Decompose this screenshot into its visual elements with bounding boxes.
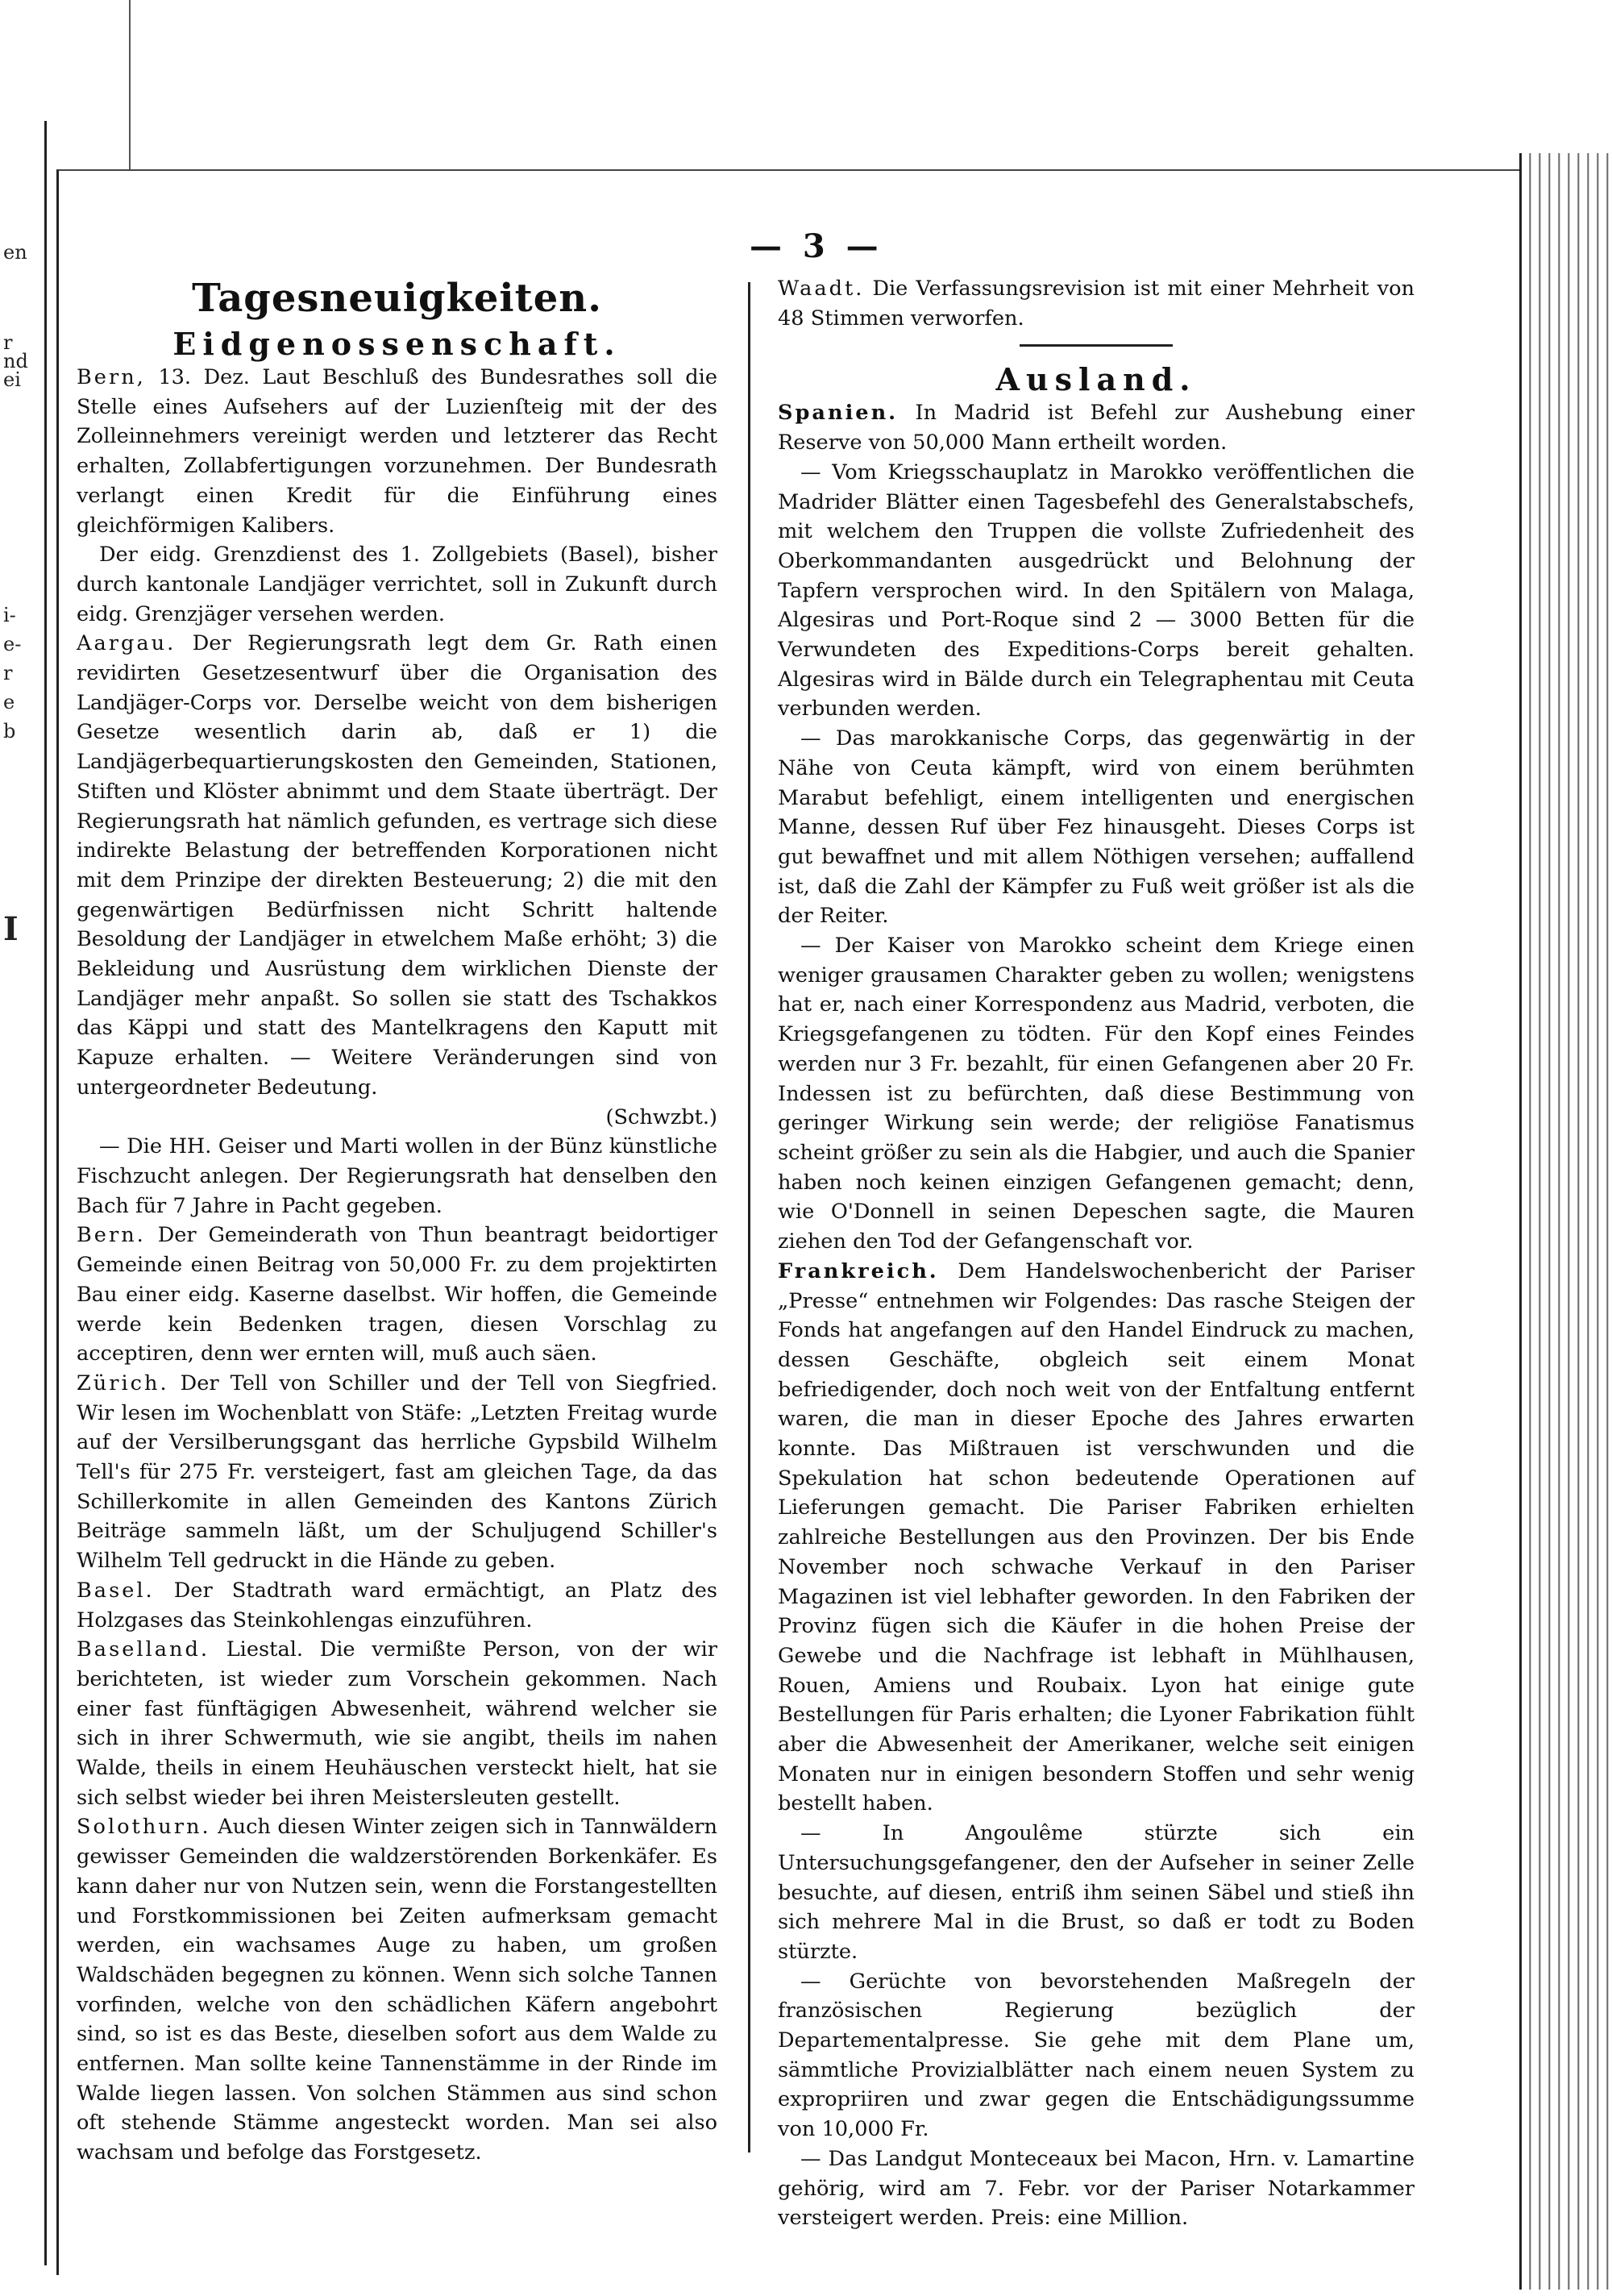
article-text: 13. Dez. Laut Beschluß des Bundesrathes soll die Stelle eines Aufsehers auf der Luzienſteig mit der des Zolleinnehmers vereinigt werden und letzterer das Recht erhalten, Zollabfertigungen vorzunehmen. Der Bundesrath verlangt einen Kredit für die Einführung eines gleichförmigen Kalibers. [77, 365, 717, 538]
article-text: Auch diesen Winter zeigen sich in Tannwäldern gewisser Gemeinden die waldzerstörenden Borkenkäfer. Es kann daher nur von Nutzen sein, wenn die Forstangestellten und Forstkommissionen bei Zeiten aufmerksam gemacht werden, ein wachsames Auge zu haben, um großen Waldschäden begegnen zu können. Wenn sich solche Tannen vorfinden, welche von den schädlichen Käfern angebohrt sind, so ist es das Beste, dieselben sofort aus dem Walde zu entfernen. Man sollte keine Tannenstämme in der Rinde im Walde liegen lassen. Von solchen Stämmen aus sind schon oft stehende Stämme angesteckt worden. Man sei also wachsam und befolge das Forstgesetz. [77, 1815, 717, 2165]
article-text: Der eidg. Grenzdienst des 1. Zollgebiets (Basel), bisher durch kantonale Landjäger verrichtet, soll in Zukunft durch eidg. Grenzjäger versehen werden. [77, 543, 717, 626]
article [77, 1576, 717, 1635]
article-text: — Vom Kriegsschauplatz in Marokko veröffentlichen die Madrider Blätter einen Tagesbefehl des Generalstabschefs, mit welchem den Truppen die vollste Zufriedenheit des Oberkommandanten ausgedrückt und Belohnung der Tapfern versprochen wird. In den Spitälern von Malaga, Algesiras und Port-Roque sind 2 — 3000 Betten für die Verwundeten des Expeditions-Corps bereit gehalten. Algesiras wird in Bälde durch ein Telegraphentau mit Ceuta verbunden werden. [778, 460, 1415, 722]
prev-page-fragment: I [3, 910, 19, 948]
page-number: — 3 — [750, 227, 883, 265]
article [778, 458, 1415, 724]
prev-page-fragment: ei [3, 368, 21, 391]
article [778, 724, 1415, 931]
article-keyword: Solothurn. [77, 1815, 211, 1840]
article [778, 1967, 1415, 2144]
article-source: (Schwzbt.) [605, 1104, 717, 1129]
article-keyword: Spanien. [778, 401, 899, 426]
article-text: Dem Handelswochenbericht der Pariser „Presse“ entnehmen wir Folgendes: Das rasche Steigen der Fonds hat angefangen auf den Handel Eindruck zu machen, dessen Geschäfte, obgleich seit einem Monat befriedigender, doch noch weit von der Entfaltung entfernt waren, die man in dieser Epoche des Jahres erwarten konnte. Das Mißtrauen ist verschwunden und die Spekulation hat schon bedeutende Operationen auf Lieferungen gemacht. Die Pariser Fabriken erhielten zahlreiche Bestellungen aus den Provinzen. Der bis Ende November noch schwache Verkauf in den Pariser Magazinen ist viel lebhafter geworden. In den Fabriken der Provinz fügen sich die Käufer in die hohen Preise der Gewebe und die Nachfrage ist lebhaft in Mühlhausen, Rouen, Amiens und Roubaix. Lyon hat einige gute Bestellungen für Paris erhalten; die Lyoner Fabrikation fühlt aber die Abwesenheit der Amerikaner, welche seit einigen Monaten nur in einigen besondern Stoffen und sehr wenig bestellt haben. [778, 1258, 1415, 1816]
article [77, 1635, 717, 1812]
article [778, 1819, 1415, 1967]
article [77, 1132, 717, 1221]
prev-page-fragment: r [3, 662, 13, 684]
article-text: — In Angoulême stürzte sich ein Untersuchungsgefangener, den der Aufseher in seiner Zelle besuchte, auf diesen, entriß ihm seinen Säbel und stieß ihn sich mehrere Mal in die Brust, so daß er todt zu Boden stürzte. [778, 1821, 1415, 1964]
article-text: Der Stadtrath ward ermächtigt, an Platz des Holzgases das Steinkohlengas einzuführen. [77, 1578, 717, 1633]
article [778, 274, 1415, 333]
article [778, 2144, 1415, 2233]
article-keyword: Bern. [77, 1223, 146, 1248]
prev-page-fragment: r [3, 331, 13, 354]
article-keyword: Bern, [77, 365, 146, 389]
article-keyword: Waadt. [778, 277, 865, 301]
left-column [77, 274, 717, 2168]
prev-page-fragment: e [3, 691, 15, 713]
article-text: Die Verfassungsrevision ist mit einer Mehrheit von 48 Stimmen verworfen. [778, 277, 1415, 331]
section-heading: Eidgenossenschaft. [172, 326, 621, 362]
page-edges [1519, 153, 1610, 2290]
article-keyword: Baselland. [77, 1637, 210, 1662]
article-keyword: Frankreich. [778, 1258, 939, 1283]
article-text: Liestal. Die vermißte Person, von der wir berichteten, ist wieder zum Vorschein gekommen. Nach einer fast fünftägigen Abwesenheit, während welcher sie sich in ihrer Schwermuth, wie sie angibt, theils im nahen Walde, theils in einem Heuhäuschen versteckt hielt, hat sie sich selbst wieder bei ihren Meistersleuten gestellt. [77, 1637, 717, 1810]
article [778, 1257, 1415, 1819]
article-keyword: Basel. [77, 1578, 155, 1603]
prev-page-fragment: nd [3, 350, 28, 372]
article [77, 1369, 717, 1576]
article [77, 1812, 717, 2167]
prev-page-fragment: en [3, 241, 27, 264]
article-list [778, 398, 1415, 2233]
right-column [778, 274, 1415, 2233]
article [77, 629, 717, 1132]
prev-page-fragment: i- [3, 604, 16, 626]
article [77, 1221, 717, 1369]
article-text: — Die HH. Geiser und Marti wollen in der Bünz künstliche Fischzucht anlegen. Der Regierungsrath hat denselben den Bach für 7 Jahre in Pacht gegeben. [77, 1134, 717, 1218]
article-text: In Madrid ist Befehl zur Aushebung einer Reserve von 50,000 Mann ertheilt worden. [778, 401, 1415, 455]
article [77, 363, 717, 540]
article [778, 398, 1415, 457]
article-text: — Gerüchte von bevorstehenden Maßregeln der französischen Regierung bezüglich der Departementalpresse. Sie gehe mit dem Plane um, sämmtliche Provizialblätter nach einem neuen System zu expropriiren und zwar gegen die Entschädigungssumme von 10,000 Fr. [778, 1969, 1415, 2142]
article-text: — Der Kaiser von Marokko scheint dem Kriege einen weniger grausamen Charakter geben zu wollen; wenigstens hat er, nach einer Korrespondenz aus Madrid, verboten, die Kriegsgefangenen zu tödten. Für den Kopf eines Feindes werden nur 3 Fr. bezahlt, für einen Gefangenen aber 20 Fr. Indessen ist zu befürchten, daß diese Bestimmung von geringer Wirkung sein werde; der religiöse Fanatismus scheint größer zu sein als die Habgier, und auch die Spanier haben noch keinen einzigen Gefangenen gemacht; denn, wie O'Donnell in seinen Depeschen sagte, die Mauren ziehen den Tod der Gefangenschaft vor. [778, 934, 1415, 1254]
article-text: — Das marokkanische Corps, das gegenwärtig in der Nähe von Ceuta kämpft, wird von einem berühmten Marabut befehligt, einem intelligenten und energischen Manne, dessen Ruf über Fez hinausgeht. Dieses Corps ist gut bewaffnet und mit allem Nöthigen versehen; auffallend ist, daß die Zahl der Kämpfer zu Fuß weit größer ist als die der Reiter. [778, 726, 1415, 929]
prev-page-fragment: b [3, 720, 16, 742]
article-keyword: Aargau. [77, 631, 177, 656]
page-title: Tagesneuigkeiten. [192, 276, 602, 321]
article-keyword: Zürich. [77, 1371, 169, 1395]
article [778, 931, 1415, 1257]
section-heading: Ausland. [995, 361, 1197, 398]
separator-rule [1020, 344, 1173, 347]
column-divider [748, 282, 750, 2152]
article-text: Der Regierungsrath legt dem Gr. Rath einen revidirten Gesetzesentwurf über die Organisation des Landjäger-Corps vor. Derselbe weicht von dem bisherigen Gesetze wesentlich darin ab, daß er 1) die Landjägerbequartierungskosten den Gemeinden, Stationen, Stiften und Klöster abnimmt und dem Staate überträgt. Der Regierungsrath hat nämlich gefunden, es vertrage sich diese indirekte Belastung der betreffenden Korporationen nicht mit dem Prinzipe der direkten Besteuerung; 2) die mit den gegenwärtigen Bedürfnissen nicht Schritt haltende Besoldung der Landjäger in etwelchem Maße erhöht; 3) die Bekleidung und Ausrüstung dem wirklichen Dienste der Landjäger mehr anpaßt. So sollen sie statt des Tschakkos das Käppi und statt des Mantelkragens den Kaputt mit Kapuze erhalten. — Weitere Veränderungen sind von untergeordneter Bedeutung. [77, 631, 717, 1100]
article-text: Der Tell von Schiller und der Tell von Siegfried. Wir lesen im Wochenblatt von Stäfe: „Letzten Freitag wurde auf der Versilberungsgant das herrliche Gypsbild Wilhelm Tell's für 275 Fr. versteigert, fast am gleichen Tage, da das Schillerkomite in allen Gemeinden des Kantons Zürich Beiträge sammeln läßt, um der Schuljugend Schiller's Wilhelm Tell gedruckt in die Hände zu geben. [77, 1371, 717, 1574]
spine-line [129, 0, 131, 169]
article-list [77, 363, 717, 2168]
article-text: — Das Landgut Monteceaux bei Macon, Hrn. v. Lamartine gehörig, wird am 7. Febr. vor der Pariser Notarkammer versteigert werden. Preis: eine Million. [778, 2146, 1415, 2231]
article [77, 540, 717, 629]
article-text: Der Gemeinderath von Thun beantragt beidortiger Gemeinde einen Beitrag von 50,000 Fr. zu dem projektirten Bau einer eidg. Kaserne daselbst. Wir hoffen, die Gemeinde werde kein Bedenken tragen, diesen Vorschlag zu acceptiren, denn wer ernten will, muß auch säen. [77, 1223, 717, 1366]
prev-page-fragment: e- [3, 633, 22, 655]
previous-page-edge [0, 121, 47, 2265]
